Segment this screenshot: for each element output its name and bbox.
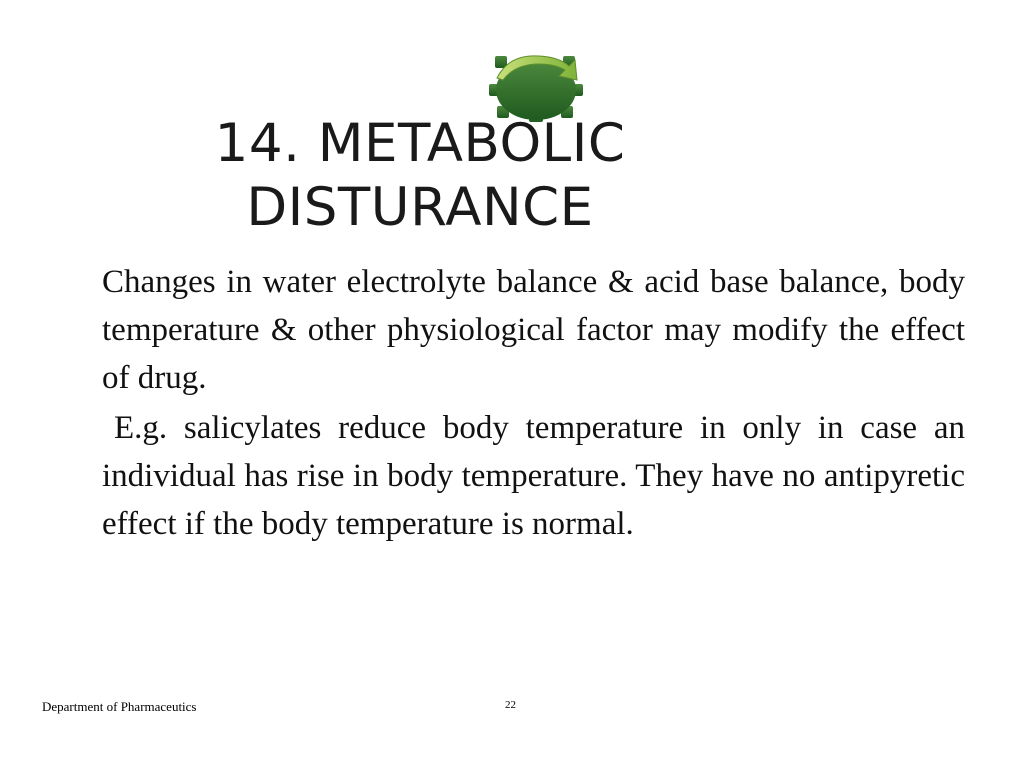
title-line-2: DISTURANCE: [246, 177, 594, 238]
gear-arrow-logo-icon: [489, 48, 585, 122]
footer-page-number: 22: [505, 699, 516, 711]
paragraph-example: E.g. salicylates reduce body temperature in only in case an individual has rise in body temperature. They have no antipyretic effect if the body temperature is normal.: [102, 410, 965, 542]
page-title: [180, 112, 660, 240]
title-line-1: 14. METABOLIC: [214, 113, 626, 174]
slide-body: [102, 258, 965, 548]
footer-department: Department of Pharmaceutics: [42, 699, 197, 714]
paragraph-definition: Changes in water electrolyte balance & acid base balance, body temperature & other physiological factor may modify the effect of drug.: [102, 264, 965, 396]
